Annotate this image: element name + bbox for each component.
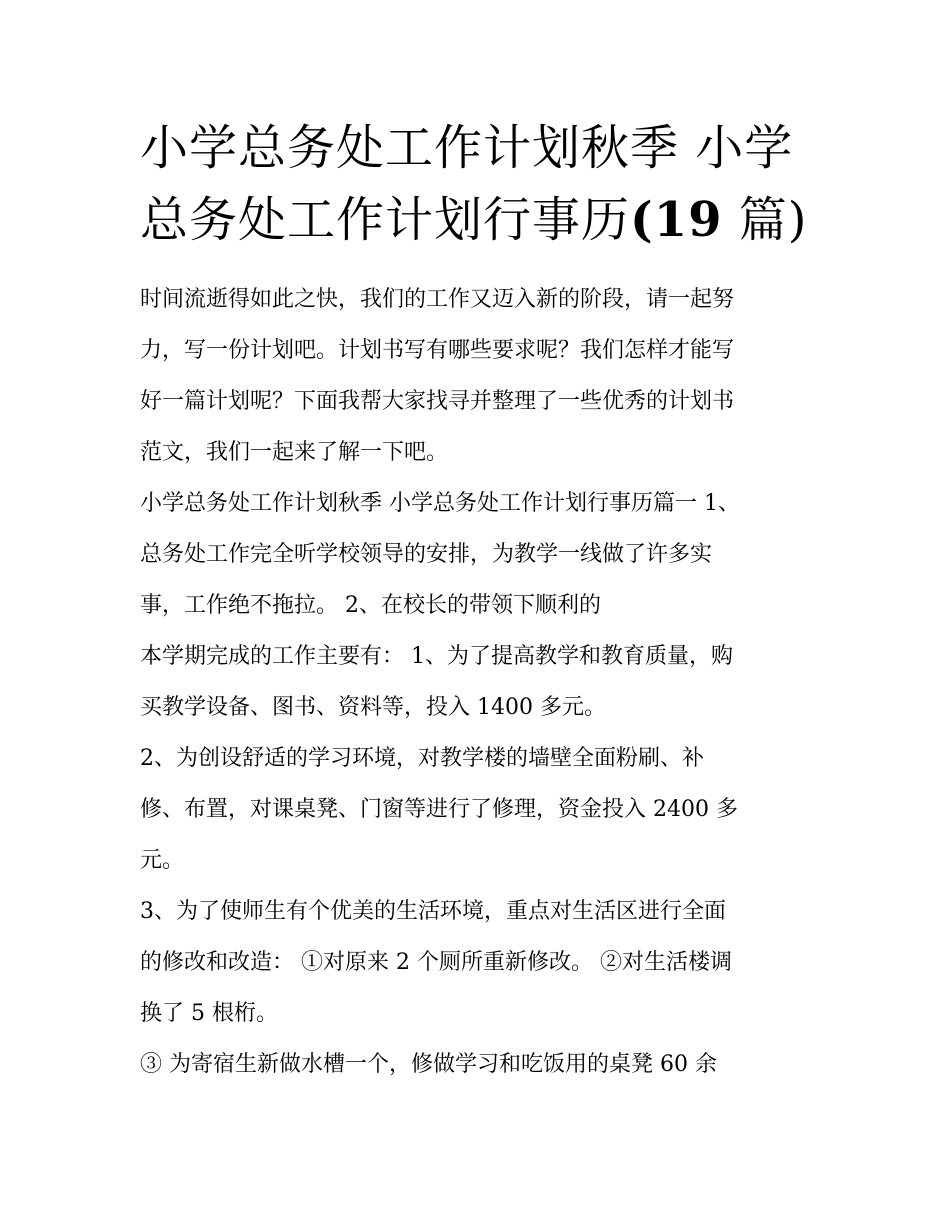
text-line: 力，写一份计划吧。计划书写有哪些要求呢？我们怎样才能写 — [140, 338, 735, 363]
text-line: 2、为创设舒适的学习环境，对教学楼的墙壁全面粉刷、补 — [140, 746, 704, 771]
paragraph-intro — [140, 274, 830, 478]
text-line: 的修改和改造： ①对原来 2 个厕所重新修改。 ②对生活楼调 — [140, 950, 732, 975]
text-line: 3、为了使师生有个优美的生活环境，重点对生活区进行全面 — [140, 899, 726, 924]
text-line: 事，工作绝不拖拉。 2、在校长的带领下顺利的 — [140, 593, 601, 618]
paragraph-item-3 — [140, 886, 830, 1039]
document-body — [140, 274, 830, 1090]
title-line-1: 小学总务处工作计划秋季 小学 — [140, 120, 794, 176]
paragraph-item-2 — [140, 733, 830, 886]
title-line-2-count: (19 — [630, 192, 723, 248]
text-line: 小学总务处工作计划秋季 小学总务处工作计划行事历篇一 1、 — [140, 491, 740, 516]
text-line: 总务处工作完全听学校领导的安排，为教学一线做了许多实 — [140, 542, 713, 567]
document-title — [140, 112, 830, 256]
title-line-2-prefix: 总务处工作计划行事历 — [140, 192, 631, 248]
text-line: 时间流逝得如此之快，我们的工作又迈入新的阶段，请一起努 — [140, 287, 735, 312]
title-line-2 — [140, 184, 830, 256]
text-line: 换了 5 根桁。 — [140, 1001, 278, 1026]
text-line: 修、布置，对课桌凳、门窗等进行了修理，资金投入 2400 多 — [140, 797, 738, 822]
text-line: ③ 为寄宿生新做水槽一个，修做学习和吃饭用的桌凳 60 余 — [140, 1052, 717, 1077]
paragraph-section-one — [140, 478, 830, 631]
title-line-2-suffix: 篇) — [722, 192, 808, 248]
paragraph-main-work — [140, 631, 830, 733]
text-line: 好一篇计划呢？下面我帮大家找寻并整理了一些优秀的计划书 — [140, 389, 735, 414]
text-line: 买教学设备、图书、资料等，投入 1400 多元。 — [140, 695, 606, 720]
text-line: 范文，我们一起来了解一下吧。 — [140, 440, 449, 465]
text-line: 本学期完成的工作主要有： 1、为了提高教学和教育质量，购 — [140, 644, 733, 669]
text-line: 元。 — [140, 848, 185, 873]
paragraph-item-3c — [140, 1039, 830, 1090]
